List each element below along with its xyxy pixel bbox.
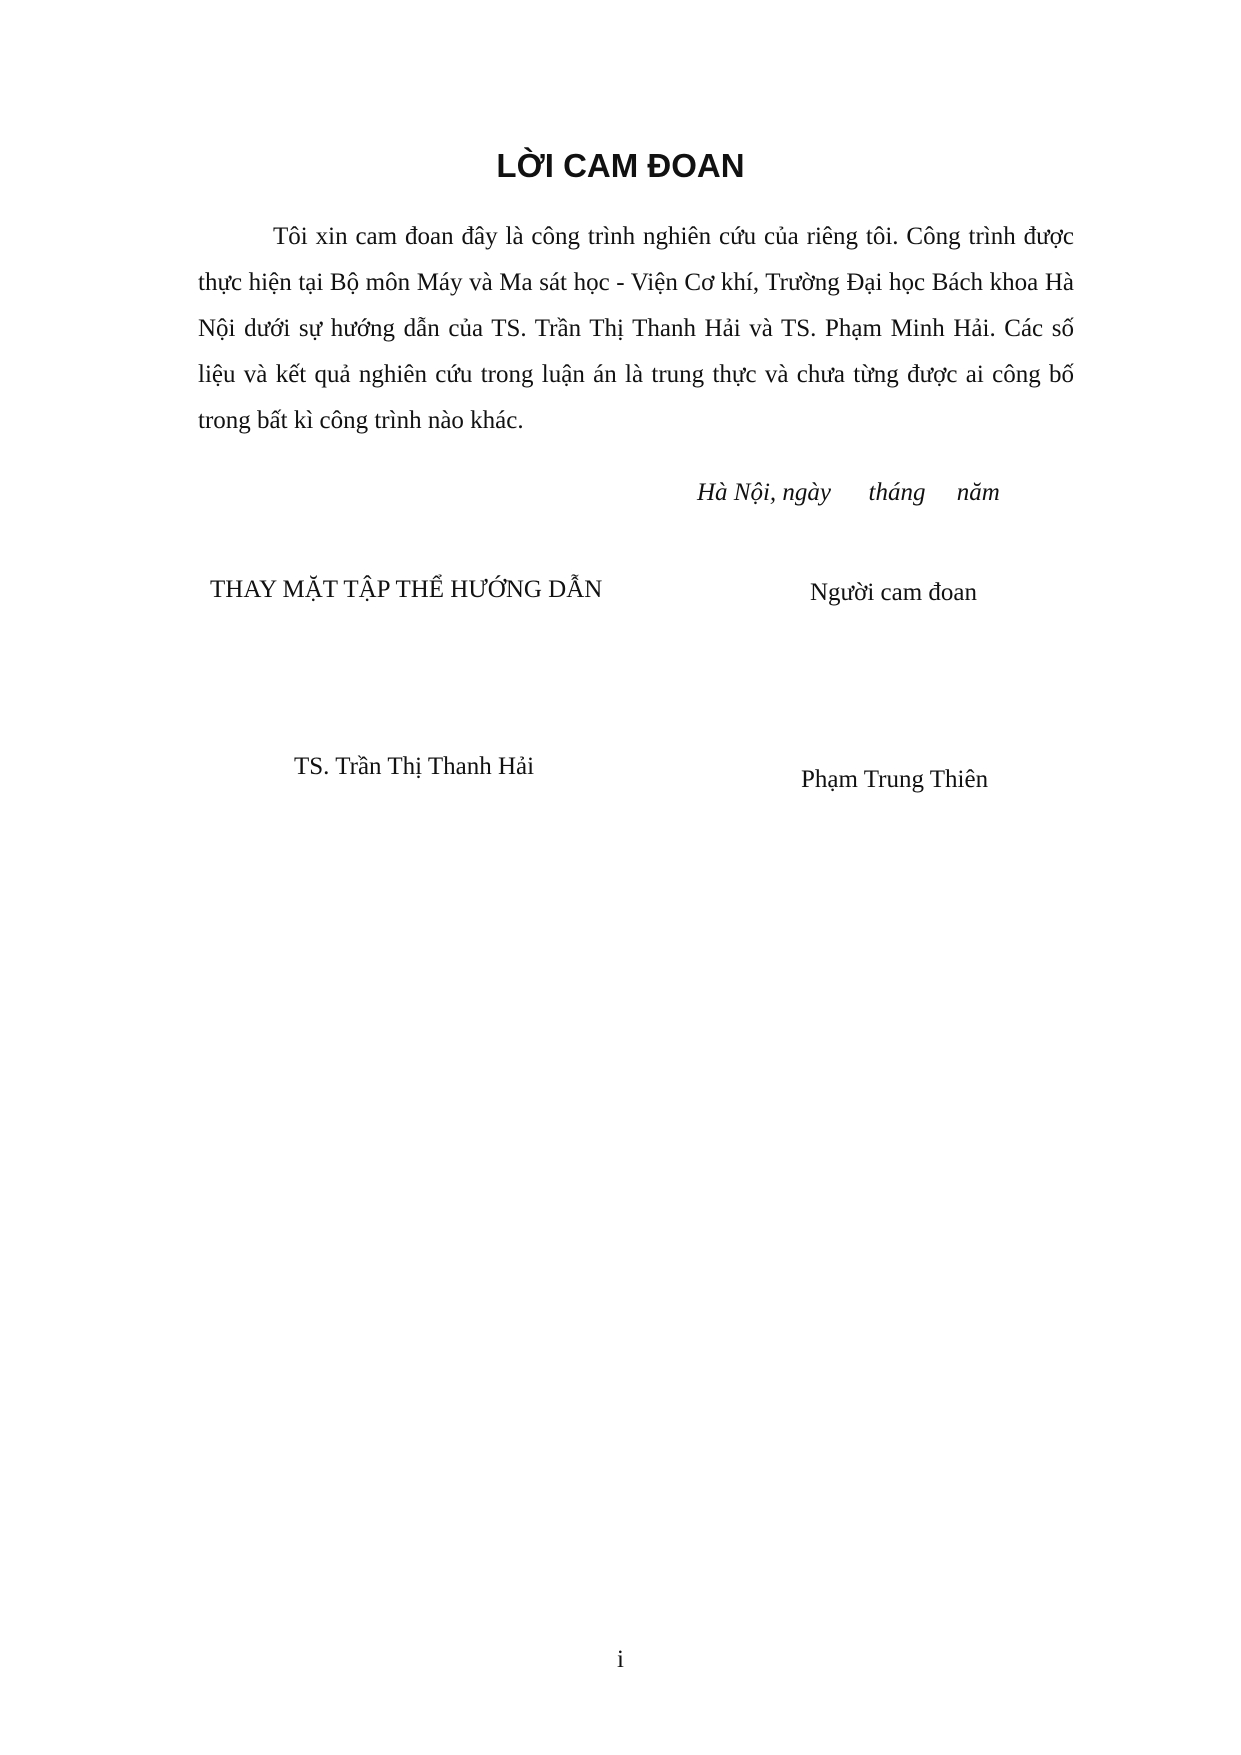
declaration-paragraph: Tôi xin cam đoan đây là công trình nghiên cứu của riêng tôi. Công trình được thực hiện tại Bộ môn Máy và Ma sát học - Viện Cơ khí, Trường Đại học Bách khoa Hà Nội dưới sự hướng dẫn của TS. Trần Thị Thanh Hải và TS. Phạm Minh Hải. Các số liệu và kết quả nghiên cứu trong luận án là trung thực và chưa từng được ai công bố trong bất kì công trình nào khác. <box>198 223 1074 434</box>
page-number: i <box>617 1646 624 1673</box>
date-line: Hà Nội, ngày tháng năm <box>697 479 1000 506</box>
declarant-heading: Người cam đoan <box>810 579 978 606</box>
declaration-body <box>198 214 1074 444</box>
declarant-name: Phạm Trung Thiên <box>801 766 989 793</box>
supervisor-heading: THAY MẶT TẬP THỂ HƯỚNG DẪN <box>210 576 603 603</box>
page-title: LỜI CAM ĐOAN <box>496 147 745 184</box>
supervisor-name: TS. Trần Thị Thanh Hải <box>294 753 535 780</box>
